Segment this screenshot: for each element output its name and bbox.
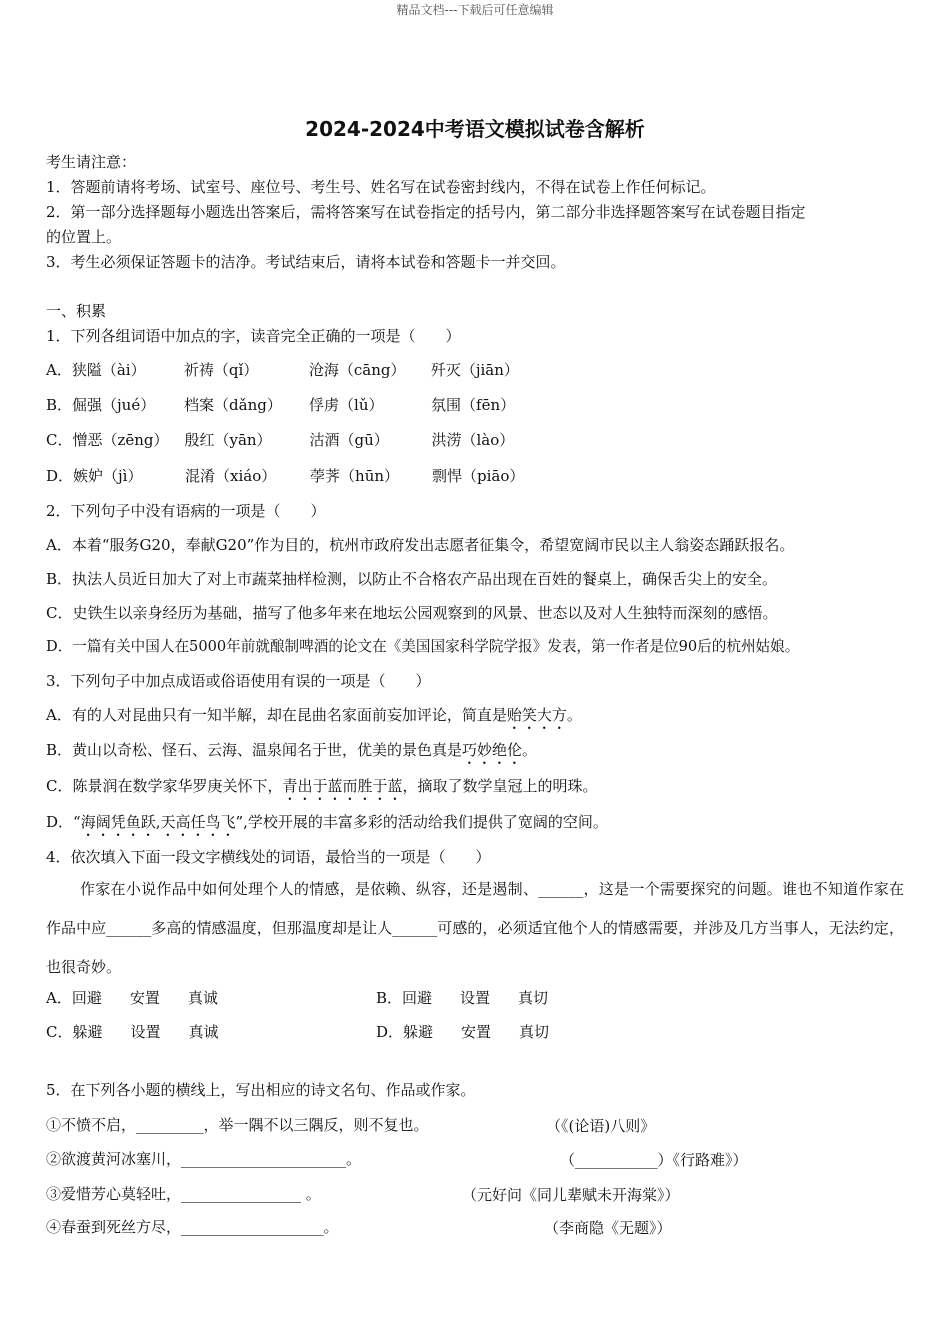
q1-option-c [46, 430, 514, 450]
option-word: 剽悍（piāo） [432, 467, 525, 485]
option-word: 真诚 [188, 1023, 219, 1041]
option-word: 安置 [129, 989, 160, 1007]
q5-item-source: （《(论语)八则》 [546, 1117, 656, 1135]
q4-option-d [376, 1023, 549, 1041]
q3-stem: 3．下列句子中加点成语或俗语使用有误的一项是（ ） [46, 672, 431, 690]
option-word: 殷红（yān） [184, 431, 272, 449]
option-text: ，摘取了数学皇冠上的明珠。 [402, 777, 598, 795]
option-word: 狭隘（ài） [71, 361, 146, 379]
option-word: 沧海（cāng） [308, 361, 406, 379]
q4-option-c [46, 1022, 376, 1042]
option-word: 躲避 [403, 1023, 434, 1041]
option-word: 躲避 [72, 1023, 103, 1041]
q2-option-c: C．史铁生以亲身经历为基础，描写了他多年来在地坛公园观察到的风景、世态以及对人生独特而深刻的感悟。 [46, 604, 778, 622]
option-word: 倔强（jué） [72, 396, 156, 414]
q5-item-text: ①不愤不启，_________，举一隅不以三隅反，则不复也。 [46, 1116, 429, 1134]
option-word: 嫉妒（jì） [73, 467, 143, 485]
option-text: 。 [566, 706, 582, 724]
option-word: 歼灭（jiān） [430, 361, 519, 379]
q2-option-b: B．执法人员近日加大了对上市蔬菜抽样检测，以防止不合格农产品出现在百姓的餐桌上，确保舌尖上的安全。 [46, 570, 778, 588]
option-label: A． [46, 361, 72, 379]
option-word: 真诚 [187, 989, 218, 1007]
option-text: B．黄山以奇松、怪石、云海、温泉闻名于世，优美的景色真是 [46, 741, 463, 759]
q5-item-text: ②欲渡黄河冰塞川，______________________。 [46, 1150, 362, 1168]
q4-options-row [46, 988, 548, 1008]
option-word: 祈祷（qǐ） [183, 361, 259, 379]
notice-item: 的位置上。 [46, 228, 122, 246]
q5-item-source: （李商隐《无题》） [544, 1219, 672, 1237]
dotted-idiom: 青出于蓝而胜于蓝 [282, 777, 403, 795]
q4-option-a [46, 988, 376, 1008]
q1-option-b [46, 395, 515, 415]
option-label: A． [46, 989, 72, 1007]
option-word: 设置 [460, 989, 491, 1007]
option-word: 混淆（xiáo） [185, 467, 277, 485]
q3-option-b [46, 740, 537, 768]
q4-stem: 4．依次填入下面一段文字横线处的词语，最恰当的一项是（ ） [46, 848, 491, 866]
section-heading: 一、积累 [46, 302, 107, 320]
exam-title: 2024-2024中考语文模拟试卷含解析 [305, 117, 645, 141]
q5-item-source: （___________）《行路难》） [560, 1151, 748, 1169]
dotted-idiom: 巧妙绝伦 [462, 741, 523, 759]
q1-option-d [46, 466, 524, 486]
q2-option-d: D．一篇有关中国人在5000年前就酿制啤酒的论文在《美国国家科学院学报》发表，第一作者是位90后的杭州姑娘。 [46, 638, 800, 655]
option-word: 档案（dǎng） [184, 396, 282, 414]
option-word: 荸荠（hūn） [310, 467, 400, 485]
q3-option-a [46, 705, 582, 733]
option-text: A．有的人对昆曲只有一知半解，却在昆曲名家面前妄加评论，简直是 [46, 706, 507, 724]
option-label: C． [46, 1023, 73, 1041]
dotted-idiom: 贻笑大方 [506, 706, 567, 724]
notice-item: 2．第一部分选择题每小题选出答案后，需将答案写在试卷指定的括号内，第二部分非选择题答案写在试卷题目指定 [46, 203, 806, 221]
q5-stem: 5．在下列各小题的横线上，写出相应的诗文名句、作品或作家。 [46, 1081, 476, 1099]
notice-head: 考生请注意： [46, 153, 137, 171]
option-text: ”,学校开展的丰富多彩的活动给我们提供了宽阔的空间。 [235, 813, 608, 831]
q1-stem: 1．下列各组词语中加点的字，读音完全正确的一项是（ ） [46, 327, 461, 345]
q3-option-d [46, 812, 608, 840]
q5-item-source: （元好问《同儿辈赋未开海棠》） [462, 1186, 680, 1204]
option-text: D．“ [46, 813, 81, 831]
option-word: 安置 [461, 1023, 492, 1041]
q5-item-text: ④春蚕到死丝方尽，___________________。 [46, 1218, 339, 1236]
q4-passage: 作家在小说作品中如何处理个人的情感，是依赖、纵容，还是遏制、______，这是一个需要探究的问题。谁也不知道作家在作品中应______多高的情感温度，但那温度却是让人______可感的，必须适宜他个人的情感需要，并涉及几方当事人，无法约定，也很奇妙。 [46, 880, 904, 976]
option-label: B． [376, 989, 403, 1007]
option-word: 沽酒（gū） [309, 431, 389, 449]
option-word: 洪涝（lào） [431, 431, 515, 449]
q4-option-b [376, 989, 548, 1007]
q1-option-a [46, 360, 519, 380]
option-label: D． [46, 467, 74, 485]
option-word: 憎恶（zēng） [72, 431, 169, 449]
q2-stem: 2．下列句子中没有语病的一项是（ ） [46, 502, 326, 520]
option-label: C． [46, 431, 73, 449]
q4-options-row [46, 1022, 549, 1042]
option-word: 氛围（fēn） [431, 396, 516, 414]
notice-item: 1．答题前请将考场、试室号、座位号、考生号、姓名写在试卷密封线内，不得在试卷上作任何标记。 [46, 178, 716, 196]
q5-item-text: ③爱惜芳心莫轻吐，________________ 。 [46, 1185, 321, 1203]
option-word: 真切 [519, 1023, 550, 1041]
notice-item: 3．考生必须保证答题卡的洁净。考试结束后，请将本试卷和答题卡一并交回。 [46, 253, 566, 271]
q2-option-a: A．本着“服务G20，奉献G20”作为目的，杭州市政府发出志愿者征集令，希望宽阔市民以主人翁姿态踊跃报名。 [46, 536, 795, 554]
option-label: B． [46, 396, 73, 414]
option-word: 回避 [71, 989, 102, 1007]
q3-option-c [46, 776, 598, 804]
option-label: D． [376, 1023, 404, 1041]
dotted-idiom: 海阔凭鱼跃,天高任鸟飞 [80, 813, 236, 831]
option-text: 。 [522, 741, 538, 759]
option-word: 回避 [402, 989, 433, 1007]
option-word: 设置 [130, 1023, 161, 1041]
option-word: 俘虏（lǔ） [309, 396, 384, 414]
page-header: 精品文档---下载后可任意编辑 [396, 3, 554, 17]
option-text: C．陈景润在数学家华罗庚关怀下， [46, 777, 283, 795]
option-word: 真切 [518, 989, 549, 1007]
